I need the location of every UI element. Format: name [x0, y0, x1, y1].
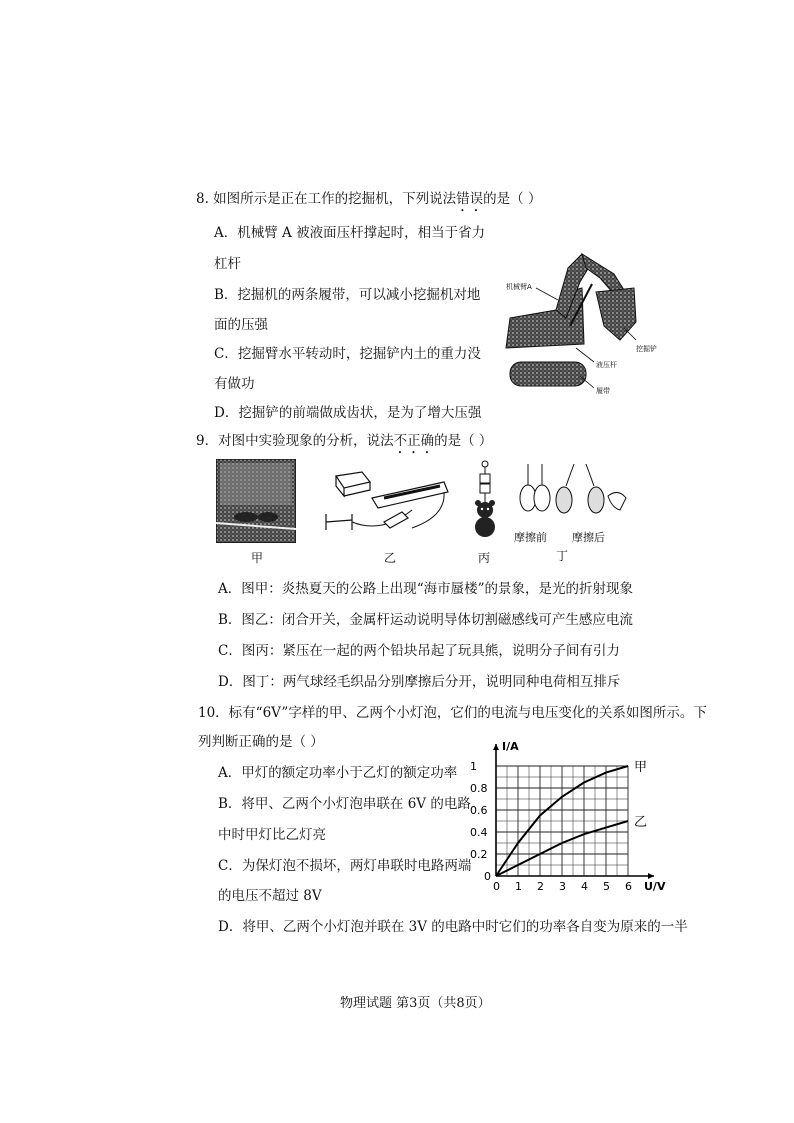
q8-option-b-cont: 面的压强	[214, 317, 268, 333]
label-shovel: 挖掘铲	[636, 345, 657, 353]
origin-label: 0	[484, 870, 491, 883]
q8-stem: 8. 如图所示是正在工作的挖掘机，下列说法错误的是（ ）	[196, 191, 542, 207]
caption-ding: 丁	[556, 549, 569, 563]
x-tick-label: 1	[515, 880, 522, 893]
x-tick-label: 3	[559, 880, 566, 893]
q8-option-c-cont: 有做功	[214, 376, 255, 392]
balloon-before-label: 摩擦前	[514, 531, 547, 544]
q9-option-a: A．图甲：炎热夏天的公路上出现“海市蜃楼”的景象，是光的折射现象	[218, 581, 634, 597]
label-track: 履带	[596, 387, 610, 395]
q10-option-d: D．将甲、乙两个小灯泡并联在 3V 的电路中时它们的功率各自变为原来的一半	[218, 919, 688, 935]
x-axis-label: U/V	[644, 880, 666, 893]
caption-jia: 甲	[251, 551, 264, 565]
q10-stem-line2: 列判断正确的是（ ）	[198, 734, 324, 750]
series-label-jia: 甲	[634, 760, 648, 775]
iv-chart	[460, 734, 680, 894]
x-tick-label: 5	[603, 880, 610, 893]
q8-option-a-cont: 杠杆	[214, 256, 241, 272]
q10-stem-line1: 10．标有“6V”字样的甲、乙两个小灯泡，它们的电流与电压变化的关系如图所示。下	[198, 705, 707, 721]
q9-stem: 9．对图中实验现象的分析，说法不正确的是（ ）	[196, 433, 493, 449]
x-tick-label: 2	[537, 880, 544, 893]
balloon-after-label: 摩擦后	[572, 531, 605, 544]
label-arm-a: 机械臂A	[506, 283, 532, 291]
y-tick-label: 0.6	[470, 804, 488, 817]
y-axis-arrow	[493, 744, 499, 750]
y-tick-label: 1	[470, 760, 477, 773]
x-tick-label: 6	[625, 880, 632, 893]
lead-block-bear-drawing	[470, 460, 500, 540]
x-tick-label: 0	[493, 880, 500, 893]
q10-option-b-cont: 中时甲灯比乙灯亮	[218, 827, 326, 843]
y-tick-label: 0.4	[470, 826, 488, 839]
label-hydraulic-rod: 液压杆	[596, 361, 617, 369]
q10-option-c: C．为保灯泡不损坏，两灯串联时电路两端	[218, 858, 472, 874]
x-tick-label: 4	[581, 880, 588, 893]
figure-ding-balloons	[514, 464, 634, 528]
figure-bing-bear	[470, 460, 500, 540]
y-axis-label: I/A	[502, 740, 519, 753]
rails-circuit-drawing	[322, 470, 454, 536]
q8-option-b: B．挖掘机的两条履带，可以减小挖掘机对地	[214, 287, 481, 303]
q9-option-d: D．图丁：两气球经毛织品分别摩擦后分开，说明同种电荷相互排斥	[218, 674, 621, 690]
caption-yi: 乙	[384, 551, 397, 565]
q9-option-b: B．图乙：闭合开关，金属杆运动说明导体切割磁感线可产生感应电流	[218, 612, 633, 628]
q8-option-c: C．挖掘臂水平转动时，挖掘铲内土的重力没	[214, 346, 481, 362]
excavator-figure	[496, 248, 666, 398]
q10-option-a: A．甲灯的额定功率小于乙灯的额定功率	[218, 765, 458, 781]
balloons-drawing	[514, 464, 634, 528]
x-axis-arrow	[648, 873, 654, 879]
caption-bing: 丙	[478, 551, 491, 565]
y-tick-label: 0.8	[470, 782, 488, 795]
figure-jia-mirage	[216, 459, 296, 543]
series-label-yi: 乙	[634, 815, 648, 830]
excavator-drawing	[496, 248, 666, 398]
q10-option-c-cont: 的电压不超过 8V	[218, 888, 322, 904]
page-footer: 物理试题 第3页（共8页）	[340, 996, 491, 1011]
mirage-photo	[216, 459, 296, 543]
figure-yi-rails	[322, 470, 454, 536]
y-tick-label: 0.2	[470, 848, 488, 861]
q10-option-b: B．将甲、乙两个小灯泡串联在 6V 的电路	[218, 796, 471, 812]
q9-option-c: C．图丙：紧压在一起的两个铅块吊起了玩具熊，说明分子间有引力	[218, 643, 620, 659]
q8-option-a: A．机械臂 A 被液面压杆撑起时，相当于省力	[214, 225, 486, 241]
q8-option-d: D．挖掘铲的前端做成齿状，是为了增大压强	[214, 405, 482, 421]
